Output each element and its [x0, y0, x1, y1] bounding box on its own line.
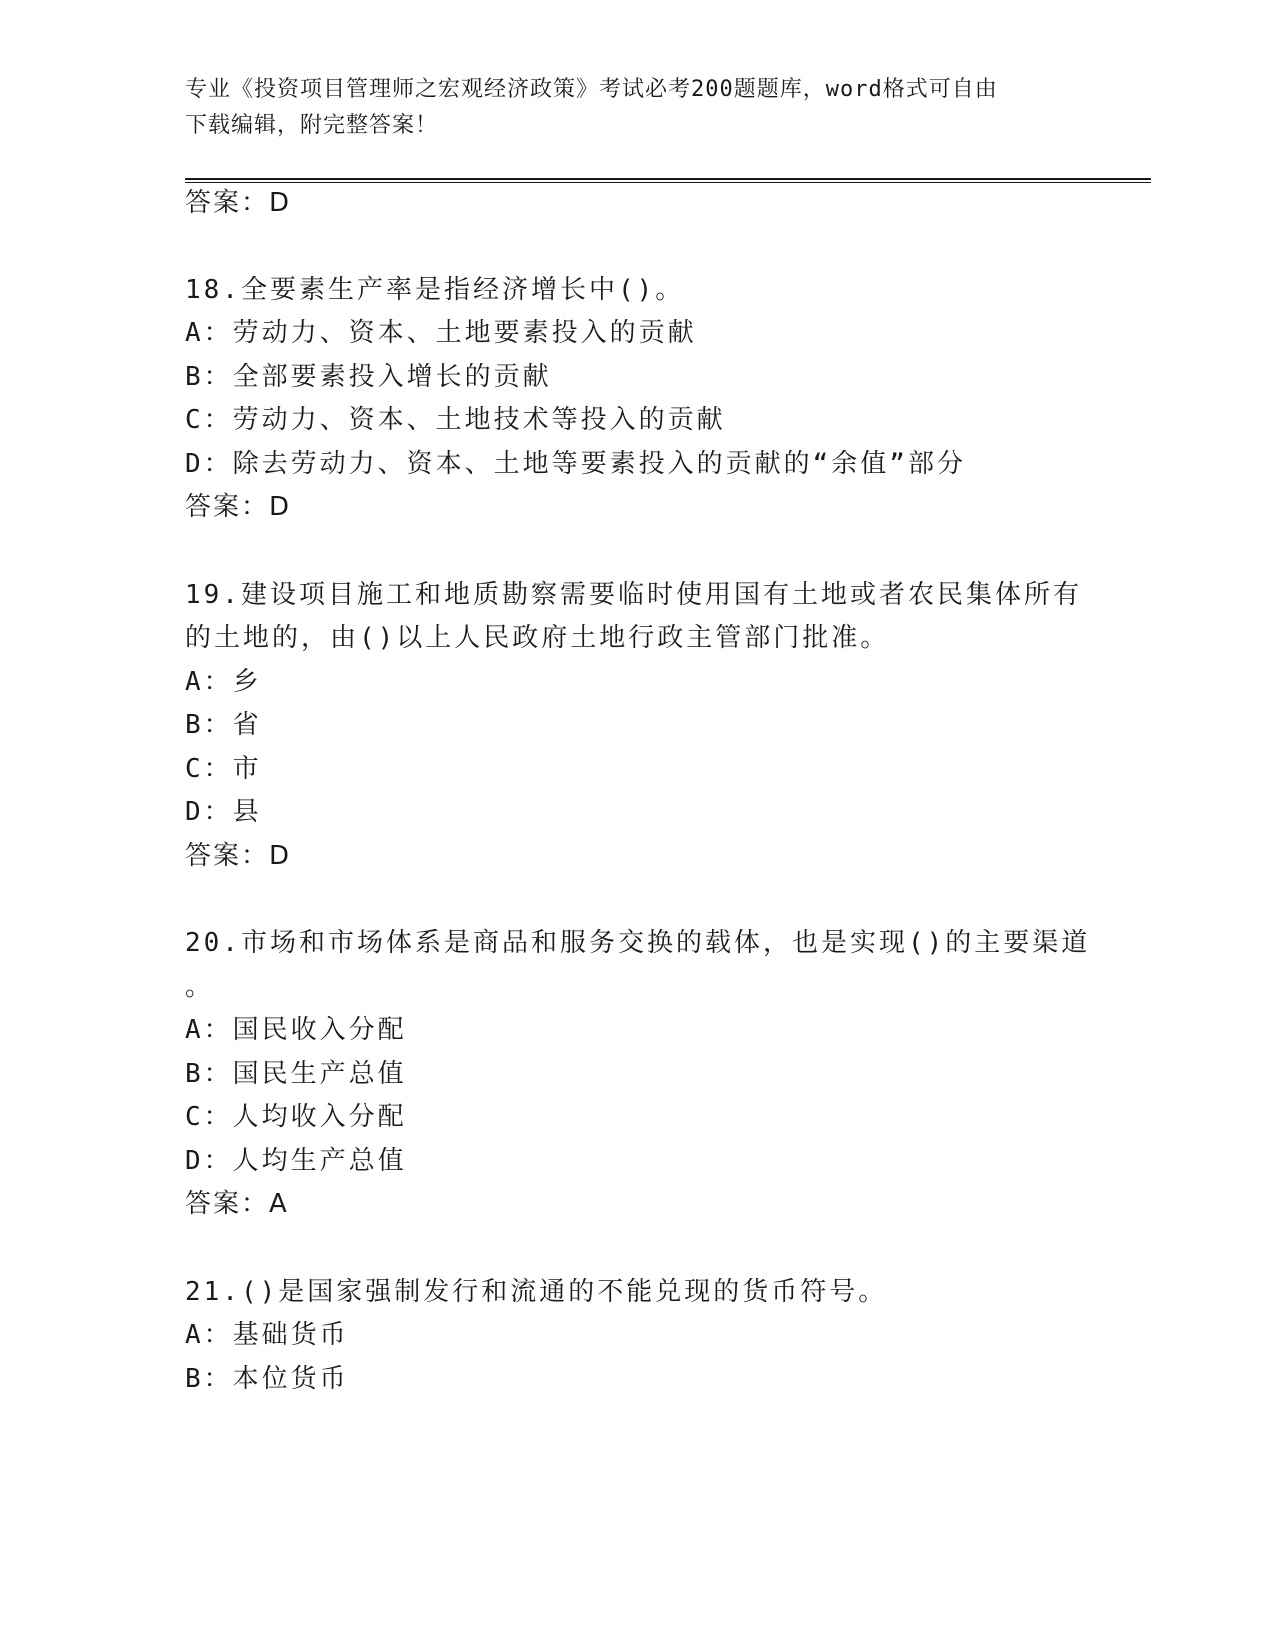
- previous-answer: 答案：D: [185, 188, 292, 218]
- question-20-option-c: C：人均收入分配: [185, 1102, 407, 1132]
- question-19-option-a: A：乡: [185, 667, 262, 697]
- question-18-option-c: C：劳动力、资本、土地技术等投入的贡献: [185, 405, 726, 435]
- question-19-option-b: B：省: [185, 710, 262, 740]
- question-19-stem-line-2: 的土地的，由()以上人民政府土地行政主管部门批准。: [185, 623, 890, 653]
- question-18-answer: 答案：D: [185, 492, 292, 522]
- question-19-option-c: C：市: [185, 754, 262, 784]
- question-18-option-d: D：除去劳动力、资本、土地等要素投入的贡献的“余值”部分: [185, 449, 966, 479]
- document-header: [185, 72, 1065, 144]
- question-20-option-b: B：国民生产总值: [185, 1059, 407, 1089]
- question-21-option-a: A：基础货币: [185, 1320, 349, 1350]
- header-line-2: 下载编辑，附完整答案！: [185, 113, 439, 138]
- question-21-stem: 21.()是国家强制发行和流通的不能兑现的货币符号。: [185, 1277, 888, 1307]
- question-20-option-d: D：人均生产总值: [185, 1146, 407, 1176]
- question-19-option-d: D：县: [185, 797, 262, 827]
- question-20-stem-line-1: 20.市场和市场体系是商品和服务交换的载体，也是实现()的主要渠道: [185, 928, 1091, 958]
- question-19-stem-line-1: 19.建设项目施工和地质勘察需要临时使用国有土地或者农民集体所有: [185, 580, 1082, 610]
- question-20-stem-line-2: 。: [185, 972, 215, 1002]
- question-20-answer: 答案：A: [185, 1189, 289, 1219]
- question-20-option-a: A：国民收入分配: [185, 1015, 407, 1045]
- question-19-answer: 答案：D: [185, 841, 292, 871]
- header-line-1: 专业《投资项目管理师之宏观经济政策》考试必考200题题库，word格式可自由: [185, 77, 998, 102]
- question-21-option-b: B：本位货币: [185, 1364, 349, 1394]
- question-18-option-b: B：全部要素投入增长的贡献: [185, 362, 552, 392]
- header-divider: [185, 178, 1151, 183]
- question-18-stem: 18.全要素生产率是指经济增长中()。: [185, 275, 685, 305]
- question-18-option-a: A：劳动力、资本、土地要素投入的贡献: [185, 318, 697, 348]
